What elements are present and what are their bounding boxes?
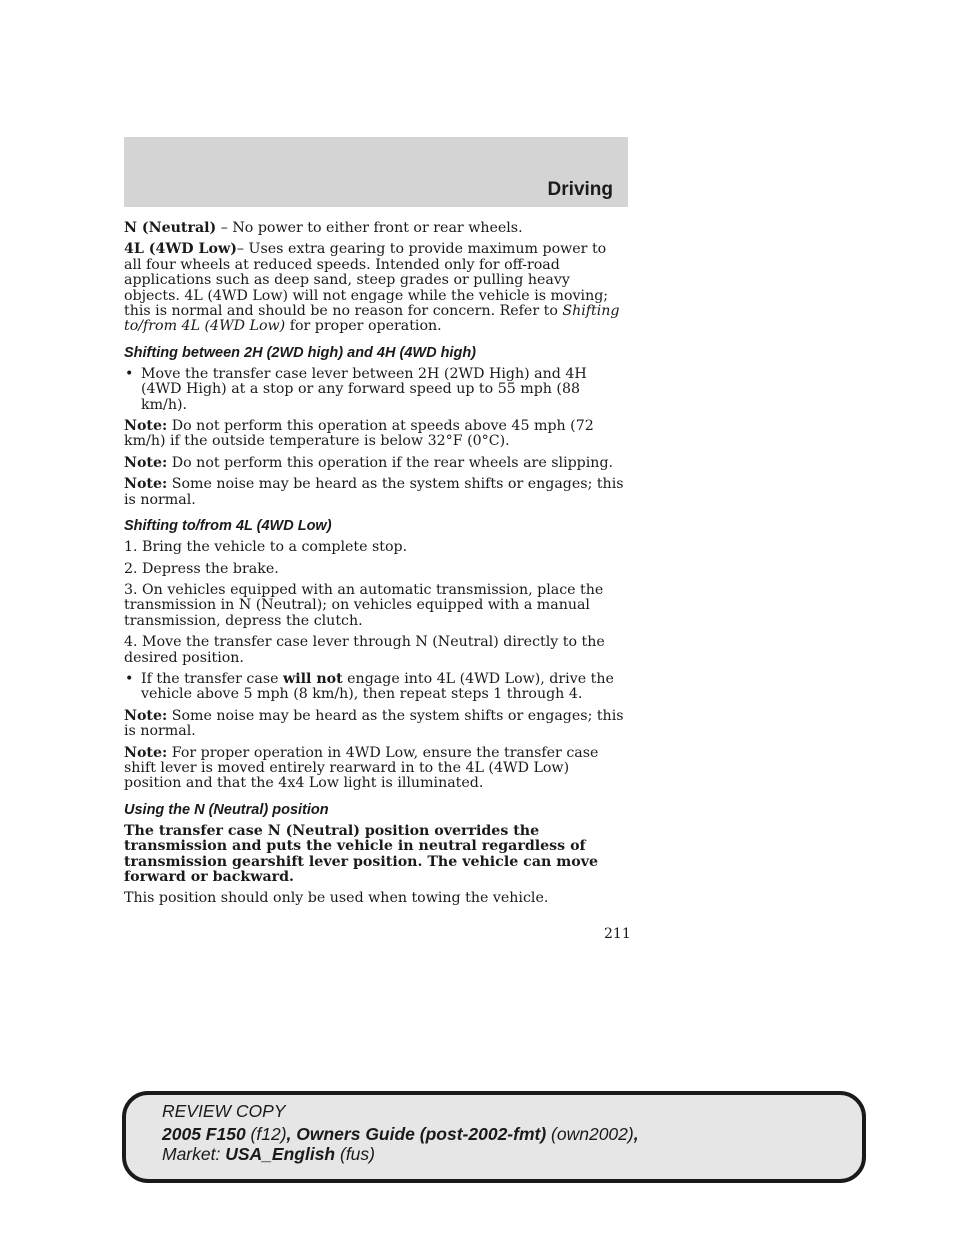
note-1-text: Do not perform this operation at speeds above 45 mph (72 km/h) if the outside temperature is below 32°F (0°C). [124, 418, 594, 450]
bullet-4l-pre: If the transfer case [141, 670, 283, 687]
neutral-term: N (Neutral) [124, 220, 217, 236]
note-4-text: Some noise may be heard as the system shifts or engages; this is normal. [124, 707, 624, 740]
heading-2h-4h: Shifting between 2H (2WD high) and 4H (4WD high) [124, 344, 477, 361]
bullet-4l [124, 672, 628, 703]
4l-paragraph [124, 242, 628, 334]
footer-market-line [162, 1144, 375, 1164]
bullet-dot-icon: • [125, 670, 134, 687]
bullet-4l-post: engage into 4L (4WD Low), drive the vehicle above 5 mph (8 km/h), then repeat steps 1 through 4. [141, 670, 614, 703]
bullet-4l-bold: will not [283, 670, 343, 687]
step-3: 3. On vehicles equipped with an automatic transmission, place the transmission in N (Neutral); on vehicles equipped with a manual transmission, depress the clutch. [124, 581, 604, 629]
neutral-text: – No power to either front or rear wheels. [216, 220, 523, 236]
note-label: Note: [124, 744, 168, 761]
note-5 [124, 746, 628, 792]
heading-4l: Shifting to/from 4L (4WD Low) [124, 518, 332, 535]
4l-reference: Shifting to/from 4L (4WD Low) [124, 303, 620, 335]
4l-text-1: – Uses extra gearing to provide maximum power to all four wheels at reduced speeds. Intended only for off-road applications such as deep sand, steep grades or pulling heavy objects. 4L (4WD Low) will not engage while the vehicle is moving; this is normal and should be no reason for concern. Refer to [124, 241, 609, 320]
note-label: Note: [124, 707, 168, 724]
last-paragraph: This position should only be used when towing the vehicle. [124, 890, 549, 907]
note-2 [124, 456, 628, 471]
page-content [124, 221, 628, 913]
footer-comma: , [633, 1124, 639, 1144]
note-5-text: For proper operation in 4WD Low, ensure the transfer case shift lever is moved entirely rearward in to the 4L (4WD Low) position and that the 4x4 Low light is illuminated. [124, 744, 599, 792]
4l-text-2: for proper operation. [285, 318, 442, 335]
footer-market-code: (fus) [335, 1144, 375, 1164]
note-label: Note: [124, 454, 168, 471]
note-label: Note: [124, 476, 168, 493]
step-1: 1. Bring the vehicle to a complete stop. [124, 539, 408, 556]
warning-paragraph: The transfer case N (Neutral) position overrides the transmission and puts the vehicle in neutral regardless of transmission gearshift lever position. The vehicle can move forward or backward. [124, 822, 599, 885]
note-4 [124, 709, 628, 740]
footer-market-label: Market: [162, 1144, 221, 1164]
note-2-text: Do not perform this operation if the rear wheels are slipping. [167, 454, 614, 471]
footer-guide: , Owners Guide (post-2002-fmt) [286, 1124, 547, 1144]
bullet-2h-4h-text: Move the transfer case lever between 2H (2WD High) and 4H (4WD High) at a stop or any forward speed up to 55 mph (88 km/h). [141, 365, 587, 413]
page-number: 211 [604, 926, 631, 942]
4l-term: 4L (4WD Low) [124, 241, 237, 258]
step-4: 4. Move the transfer case lever through N (Neutral) directly to the desired position. [124, 634, 605, 666]
footer-market: USA_English [225, 1144, 336, 1164]
footer-model: 2005 F150 [162, 1124, 246, 1144]
review-copy-footer [122, 1091, 866, 1183]
neutral-paragraph [124, 221, 628, 236]
note-3 [124, 477, 628, 508]
footer-guide-code: (own2002) [546, 1124, 634, 1144]
note-3-text: Some noise may be heard as the system shifts or engages; this is normal. [124, 476, 624, 508]
heading-neutral-position: Using the N (Neutral) position [124, 801, 329, 818]
bullet-dot-icon: • [125, 365, 134, 382]
note-label: Note: [124, 418, 168, 435]
footer-model-code: (f12) [245, 1124, 287, 1144]
section-header-band [124, 137, 628, 207]
footer-model-line [162, 1124, 639, 1144]
section-title: Driving [547, 179, 613, 200]
footer-review-copy: REVIEW COPY [162, 1101, 286, 1121]
bullet-2h-4h [124, 367, 628, 413]
step-2: 2. Depress the brake. [124, 560, 279, 577]
note-1 [124, 419, 628, 450]
